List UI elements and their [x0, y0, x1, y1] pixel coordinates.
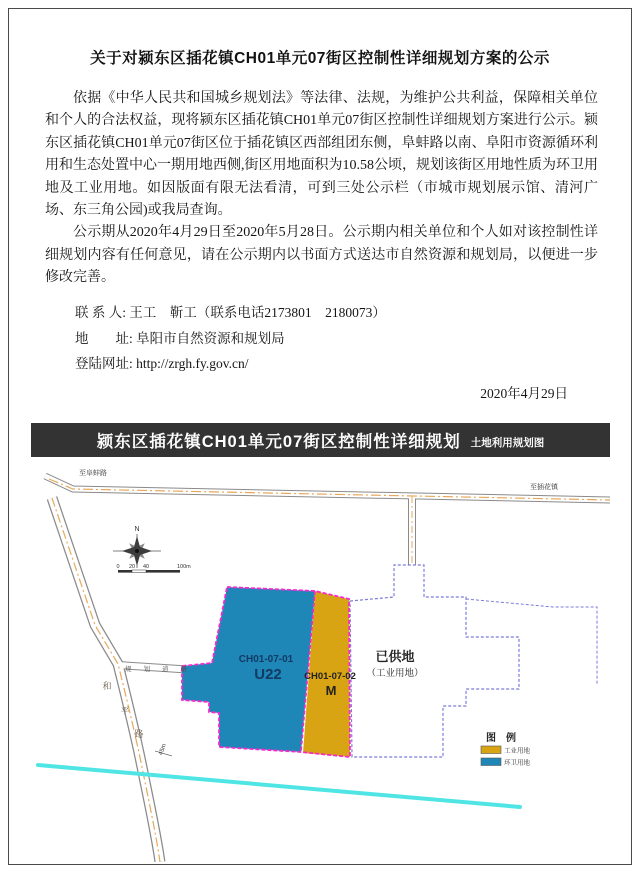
- svg-text:0: 0: [116, 564, 120, 570]
- legend-label-sanitation: 环卫用地: [504, 759, 530, 767]
- map-header-title: 颍东区插花镇CH01单元07街区控制性详细规划: [96, 433, 461, 451]
- notice-paragraph-2: 公示期从2020年4月29日至2020年5月28日。公示期内相关单位和个人如对该控制性详细规划内容有任何意见，请在公示期内以书面方式送达市自然资源和规划局，以便进一步修改完善。: [45, 225, 598, 286]
- scale-bar: [116, 564, 191, 573]
- notice-date: 2020年4月29日: [480, 386, 568, 401]
- road-label-top-right: 至插花镇: [530, 484, 558, 491]
- contact-address: 地 址: 阜阳市自然资源和规划局: [75, 330, 285, 346]
- map-legend: [481, 731, 531, 767]
- road-label-top-left: 至阜蚌路: [79, 470, 107, 477]
- road-label-planned: 规划道路: [125, 666, 187, 673]
- notice-paragraph-1: 依据《中华人民共和国城乡规划法》等法律、法规，为维护公共利益，保障相关单位和个人的合法权益，现将颍东区插花镇CH01单元07街区控制性详细规划方案进行公示。颍东区插花镇CH01单元07街区位于插花镇区西部组团东侧，阜蚌路以南、阜阳市资源循环利用和生态处置中心一期用地西侧,街区用地面积为10.58公顷，规划该街区用地性质为环卫用地及工业用地。如因版面有限无法看清，可到三处公示栏（市城市规划展示馆、清河广场、东三角公园)或我局查询。: [45, 91, 598, 219]
- svg-text:20: 20: [128, 564, 136, 570]
- parcel-sanitation-code: CH01-07-01: [238, 654, 294, 665]
- contact-website[interactable]: 登陆网址: http://zrgh.fy.gov.cn/: [75, 356, 249, 371]
- canal-line: [38, 765, 520, 807]
- map-header: [31, 423, 610, 457]
- svg-text:40: 40: [142, 564, 150, 570]
- notice-body: [45, 88, 598, 290]
- compass-rose: [113, 526, 161, 568]
- notice-title: 关于对颍东区插花镇CH01单元07街区控制性详细规划方案的公示: [90, 50, 550, 67]
- parcel-industrial-code: CH01-07-02: [304, 671, 356, 682]
- svg-text:100m: 100m: [177, 564, 191, 570]
- parcel-supplied-name: 已供地: [375, 649, 415, 664]
- road-label-heping-1: 和: [102, 681, 112, 691]
- road-width-dim: 45m: [158, 743, 168, 757]
- contact-block: [75, 300, 386, 377]
- parcel-sanitation-use: U22: [254, 666, 282, 683]
- road-fubang-fill: [45, 476, 610, 500]
- compass-north-label: N: [134, 526, 140, 533]
- parcel-sanitation: [182, 587, 315, 752]
- contact-person: 联 系 人: 王工 靳工（联系电话2173801 2180073）: [75, 305, 386, 320]
- road-label-heping-2: 平: [120, 706, 130, 716]
- road-label-heping-3: 路: [134, 729, 144, 739]
- map-header-subtitle: 土地利用规划图: [470, 436, 545, 449]
- parcel-supplied-subname: （工业用地）: [366, 668, 424, 679]
- parcel-industrial-use: M: [325, 683, 337, 698]
- legend-label-industrial: 工业用地: [504, 747, 530, 755]
- legend-swatch-industrial: [481, 746, 501, 754]
- land-use-map: [9, 460, 631, 862]
- legend-title: 图 例: [486, 733, 516, 744]
- legend-swatch-sanitation: [481, 758, 501, 766]
